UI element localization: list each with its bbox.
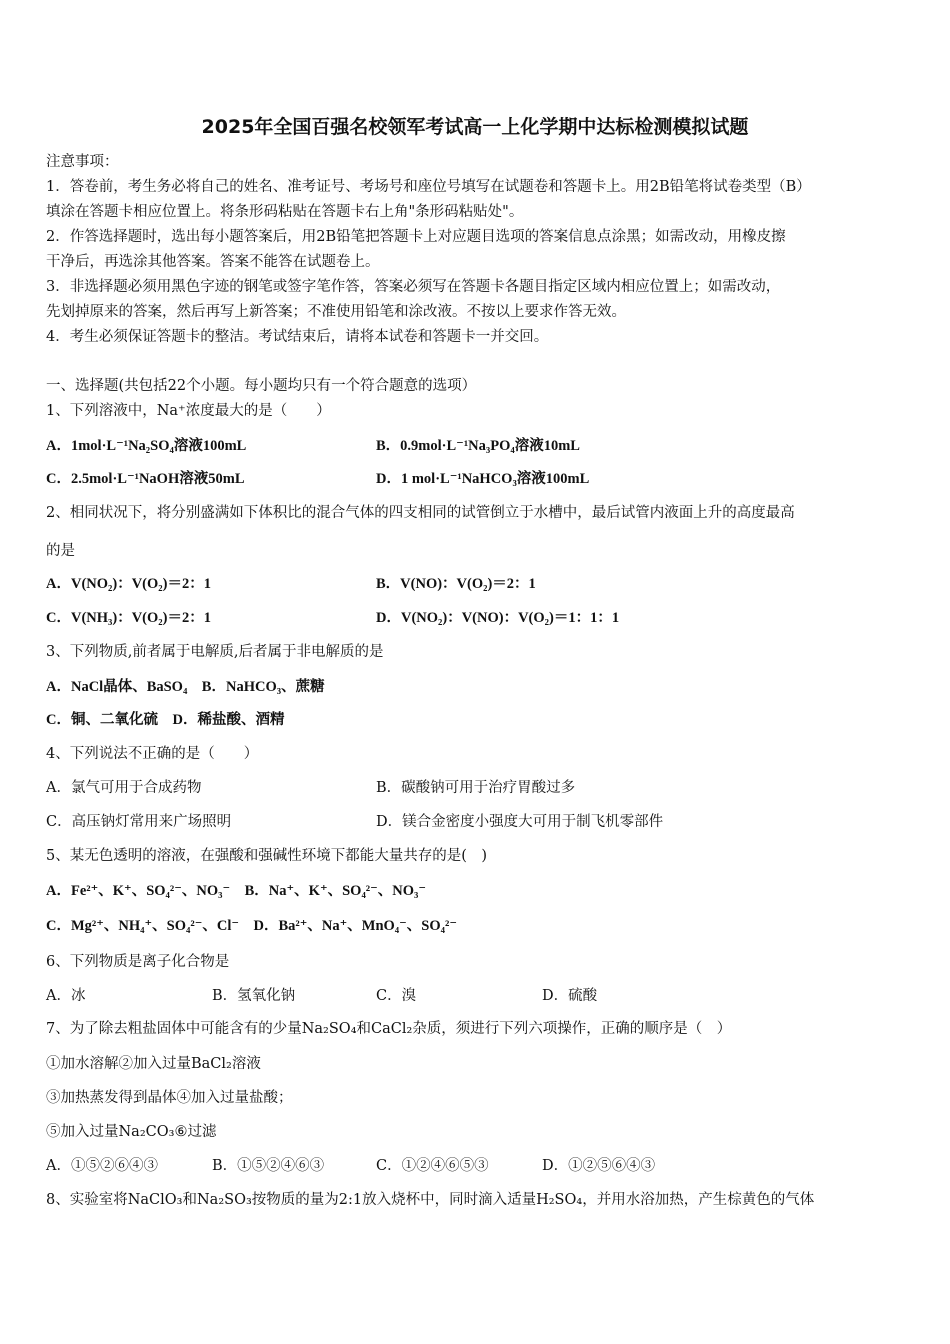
q7-step-line: ⑤加入过量Na₂CO₃⑥过滤: [46, 1124, 217, 1140]
q3-options-cd: C．铜、二氧化硫 D．稀盐酸、酒精: [46, 712, 285, 728]
question-4-stem: 4、下列说法不正确的是（ ）: [46, 746, 259, 762]
q1-option-d: D．1 mol·L⁻¹NaHCO₃溶液100mL: [376, 471, 590, 487]
q7-option-c: C．①②④⑥⑤③: [376, 1158, 489, 1174]
q4-option-d: D．镁合金密度小强度大可用于制飞机零部件: [376, 814, 664, 830]
q3-options-ab: A．NaCl晶体、BaSO₄ B．NaHCO₃、蔗糖: [46, 679, 325, 695]
note-line: 2．作答选择题时，选出每小题答案后，用2B铅笔把答题卡上对应题目选项的答案信息点涂黑；如需改动，用橡皮擦: [46, 229, 786, 245]
q6-option-b: B．氢氧化钠: [212, 988, 296, 1004]
q2-option-a: A．V(NO₂)：V(O₂)＝2：1: [46, 576, 211, 592]
q7-step-line: ①加水溶解②加入过量BaCl₂溶液: [46, 1056, 261, 1072]
q5-options-cd: C．Mg²⁺、NH₄⁺、SO₄²⁻、Cl⁻ D．Ba²⁺、Na⁺、MnO₄⁻、SO₄²⁻: [46, 918, 457, 934]
question-2-stem-cont: 的是: [46, 543, 75, 559]
question-2-stem: 2、相同状况下，将分别盛满如下体积比的混合气体的四支相同的试管倒立于水槽中，最后试管内液面上升的高度最高: [46, 505, 795, 521]
question-5-stem: 5、某无色透明的溶液，在强酸和强碱性环境下都能大量共存的是( ): [46, 848, 488, 864]
note-line: 先划掉原来的答案，然后再写上新答案；不准使用铅笔和涂改液。不按以上要求作答无效。: [46, 304, 626, 320]
q7-step-line: ③加热蒸发得到晶体④加入过量盐酸；: [46, 1090, 293, 1106]
q1-option-a: A．1mol·L⁻¹Na₂SO₄溶液100mL: [46, 438, 247, 454]
question-7-stem: 7、为了除去粗盐固体中可能含有的少量Na₂SO₄和CaCl₂杂质，须进行下列六项操作，正确的顺序是（ ）: [46, 1021, 732, 1037]
q2-option-c: C．V(NH₃)：V(O₂)＝2：1: [46, 610, 211, 626]
note-line: 填涂在答题卡相应位置上。将条形码粘贴在答题卡右上角"条形码粘贴处"。: [46, 204, 524, 220]
q4-option-b: B．碳酸钠可用于治疗胃酸过多: [376, 780, 576, 796]
q7-option-b: B．①⑤②④⑥③: [212, 1158, 325, 1174]
q4-option-c: C．高压钠灯常用来广场照明: [46, 814, 232, 830]
notes-heading: 注意事项：: [46, 154, 119, 170]
q4-option-a: A．氯气可用于合成药物: [46, 780, 202, 796]
question-8-stem: 8、实验室将NaClO₃和Na₂SO₃按物质的量为2:1放入烧杯中，同时滴入适量H₂SO₄，并用水浴加热，产生棕黄色的气体: [46, 1192, 815, 1208]
q1-option-c: C．2.5mol·L⁻¹NaOH溶液50mL: [46, 471, 245, 487]
note-line: 1．答卷前，考生务必将自己的姓名、准考证号、考场号和座位号填写在试题卷和答题卡上。用2B铅笔将试卷类型（B）: [46, 179, 811, 195]
note-line: 干净后，再选涂其他答案。答案不能答在试题卷上。: [46, 254, 380, 270]
q7-option-a: A．①⑤②⑥④③: [46, 1158, 158, 1174]
question-6-stem: 6、下列物质是离子化合物是: [46, 954, 230, 970]
question-3-stem: 3、下列物质,前者属于电解质,后者属于非电解质的是: [46, 644, 384, 660]
q2-option-b: B．V(NO)：V(O₂)＝2：1: [376, 576, 536, 592]
q7-option-d: D．①②⑤⑥④③: [542, 1158, 656, 1174]
note-line: 3．非选择题必须用黑色字迹的钢笔或签字笔作答，答案必须写在答题卡各题目指定区域内相应位置上；如需改动，: [46, 279, 781, 295]
q6-option-c: C．溴: [376, 988, 417, 1004]
q5-options-ab: A．Fe²⁺、K⁺、SO₄²⁻、NO₃⁻ B．Na⁺、K⁺、SO₄²⁻、NO₃⁻: [46, 883, 427, 899]
note-line: 4．考生必须保证答题卡的整洁。考试结束后，请将本试卷和答题卡一并交回。: [46, 329, 549, 345]
q6-option-d: D．硫酸: [542, 988, 598, 1004]
q1-option-b: B．0.9mol·L⁻¹Na₃PO₄溶液10mL: [376, 438, 580, 454]
section-heading: 一、选择题(共包括22个小题。每小题均只有一个符合题意的选项）: [46, 378, 477, 394]
question-1-stem: 1、下列溶液中，Na⁺浓度最大的是（ ）: [46, 403, 331, 419]
q6-option-a: A．冰: [46, 988, 86, 1004]
q2-option-d: D．V(NO₂)：V(NO)：V(O₂)＝1：1：1: [376, 610, 620, 626]
page-title: 2025年全国百强名校领军考试高一上化学期中达标检测模拟试题: [201, 116, 749, 138]
